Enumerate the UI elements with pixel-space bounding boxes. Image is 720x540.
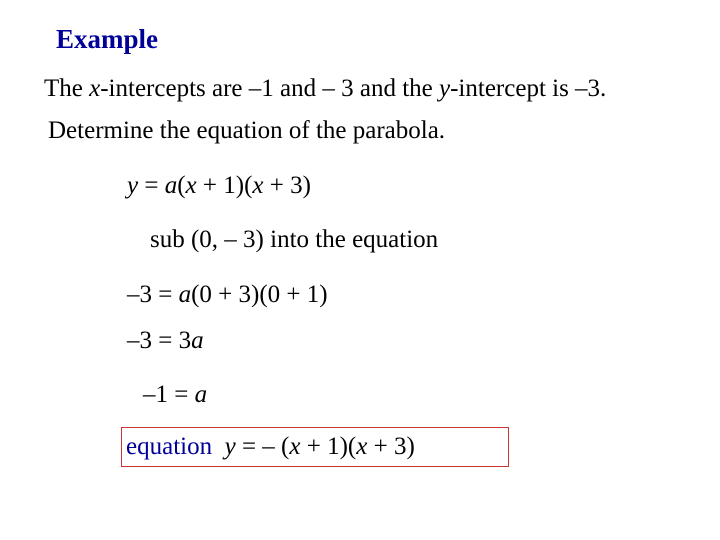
- answer-mid: + 1)(: [300, 433, 357, 460]
- factored-form-step: [127, 171, 311, 201]
- problem-text-2: -intercepts are –1 and – 3 and the: [100, 75, 439, 102]
- final-equation: [126, 432, 415, 462]
- var-x: x: [356, 433, 368, 460]
- var-a: a: [164, 172, 178, 199]
- var-a: a: [178, 281, 192, 308]
- simplify-left: –3 = 3: [127, 327, 192, 354]
- substitution-step: sub (0, – 3) into the equation: [150, 226, 439, 253]
- factor-rest-1: + 1)(: [196, 172, 253, 199]
- var-a: a: [194, 381, 208, 408]
- factor-rest-2: + 3): [263, 172, 311, 199]
- equals: =: [138, 172, 165, 199]
- eval-right: (0 + 3)(0 + 1): [191, 281, 328, 308]
- answer-label: equation: [126, 433, 213, 460]
- paren-open: (: [177, 172, 186, 199]
- problem-text-1: The: [44, 75, 90, 102]
- solve-left: –1 =: [143, 381, 195, 408]
- eval-left: –3 =: [127, 281, 179, 308]
- simplify-step: [127, 326, 204, 356]
- problem-statement-line-1: [44, 74, 606, 104]
- var-y: y: [439, 75, 451, 102]
- var-y: y: [127, 172, 139, 199]
- problem-statement-line-2: Determine the equation of the parabola.: [48, 117, 446, 144]
- evaluation-step: [127, 280, 328, 310]
- var-y: y: [224, 433, 236, 460]
- problem-text-3: -intercept is –3.: [450, 75, 607, 102]
- answer-equals: = – (: [235, 433, 290, 460]
- var-x: x: [185, 172, 197, 199]
- slide-title: Example: [56, 24, 159, 54]
- var-x: x: [289, 433, 301, 460]
- solve-step: [143, 380, 207, 410]
- var-a: a: [191, 327, 204, 354]
- answer-end: + 3): [367, 433, 415, 460]
- var-x: x: [89, 75, 101, 102]
- var-x: x: [252, 172, 264, 199]
